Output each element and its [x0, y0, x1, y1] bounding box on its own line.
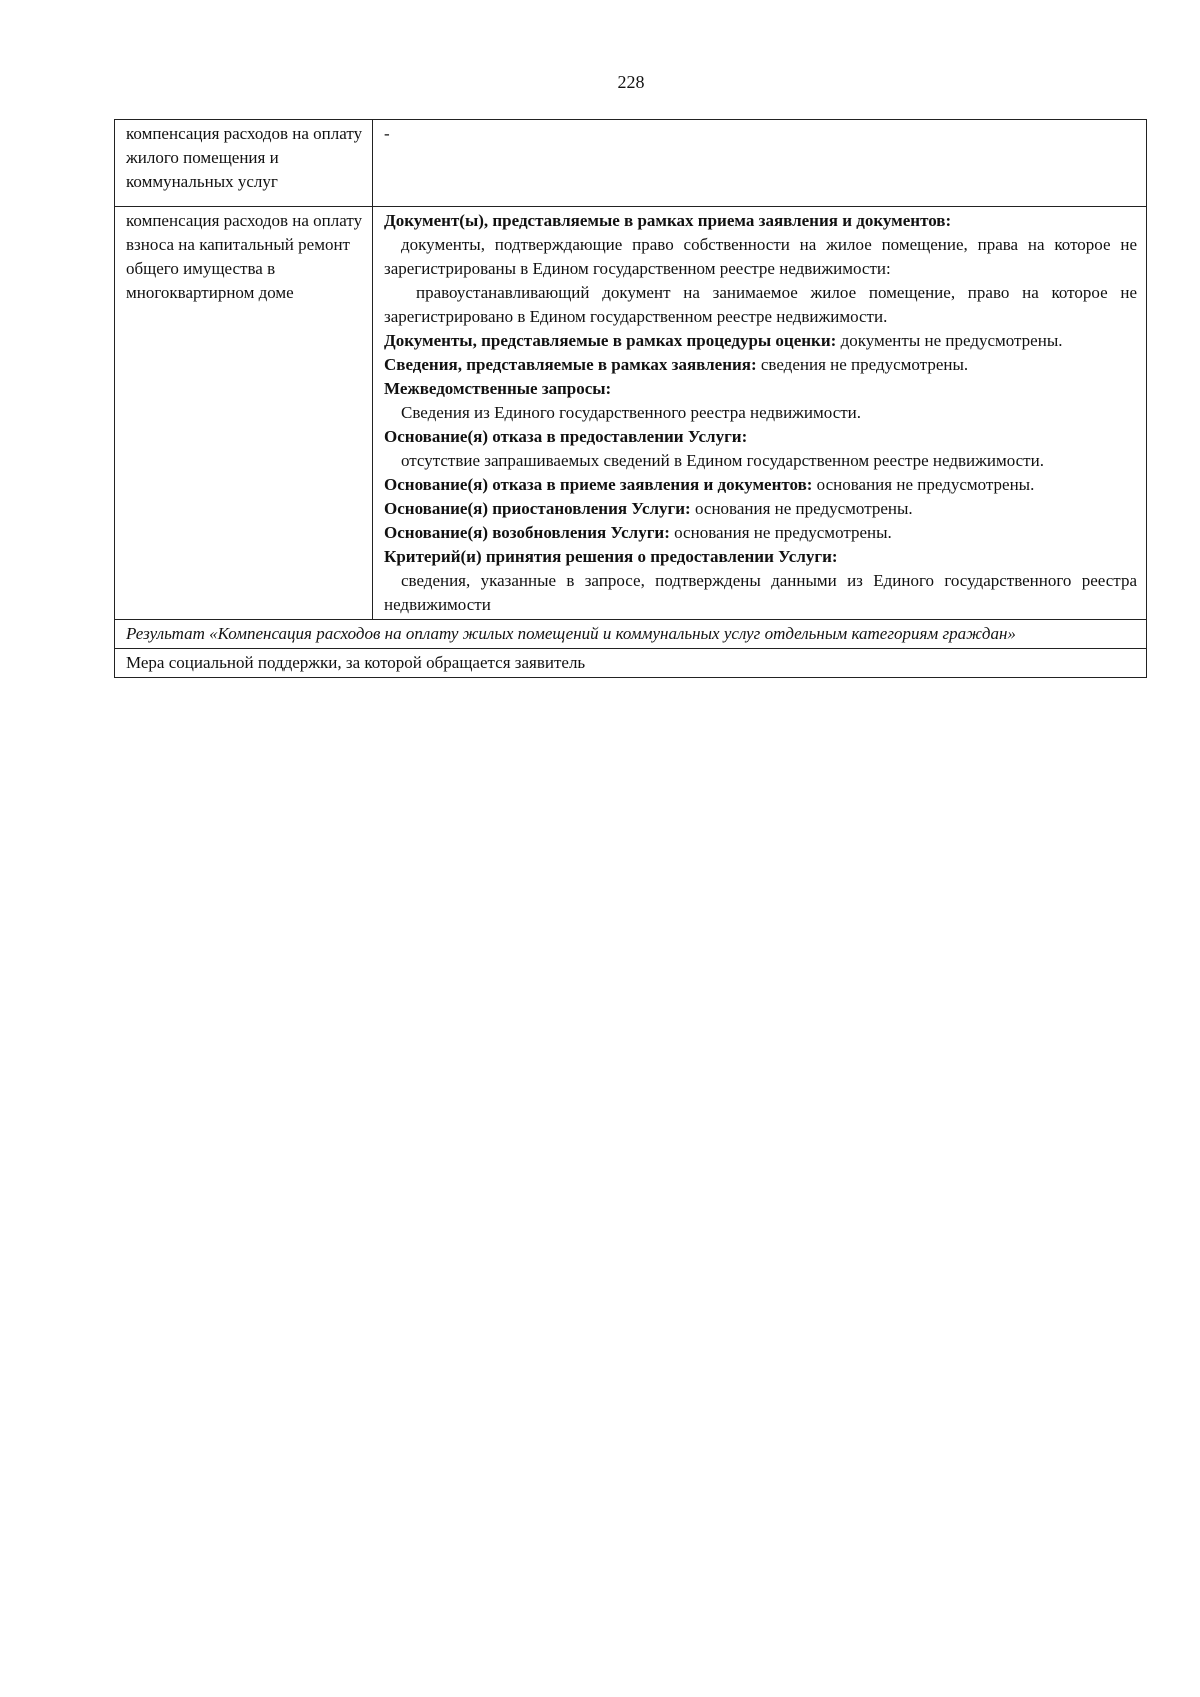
docs-subitem: правоустанавливающий документ на занимаемое жилое помещение, право на которое не зарегистрировано в Едином государственном реестре недвижимости.	[384, 283, 1137, 326]
info-heading: Сведения, представляемые в рамках заявления:	[384, 355, 757, 374]
measure-row: Мера социальной поддержки, за которой обращается заявитель	[115, 649, 1147, 678]
criteria-text: сведения, указанные в запросе, подтверждены данными из Единого государственного реестра недвижимости	[384, 571, 1137, 614]
table-row	[115, 207, 1147, 620]
resume-text: основания не предусмотрены.	[674, 523, 892, 542]
table-cell-category: компенсация расходов на оплату взноса на капитальный ремонт общего имущества в многоквартирном доме	[115, 207, 373, 620]
resume-paragraph	[384, 521, 1137, 545]
interagency-text: Сведения из Единого государственного реестра недвижимости.	[401, 403, 862, 422]
table-row	[115, 649, 1147, 678]
refuse-service-text: отсутствие запрашиваемых сведений в Едином государственном реестре недвижимости.	[401, 451, 1044, 470]
docs-item: документы, подтверждающие право собственности на жилое помещение, права на которое не зарегистрированы в Едином государственном реестре недвижимости:	[384, 235, 1137, 278]
result-row: Результат «Компенсация расходов на оплату жилых помещений и коммунальных услуг отдельным категориям граждан»	[115, 620, 1147, 649]
docs-heading: Документ(ы), представляемые в рамках приема заявления и документов:	[384, 211, 952, 230]
refuse-accept-heading: Основание(я) отказа в приеме заявления и документов:	[384, 475, 813, 494]
suspend-heading: Основание(я) приостановления Услуги:	[384, 499, 691, 518]
table-row	[115, 620, 1147, 649]
eval-paragraph	[384, 329, 1137, 353]
refuse-accept-paragraph	[384, 473, 1137, 497]
resume-heading: Основание(я) возобновления Услуги:	[384, 523, 670, 542]
table-cell-details	[373, 207, 1147, 620]
criteria-heading: Критерий(и) принятия решения о предоставлении Услуги:	[384, 547, 838, 566]
info-paragraph	[384, 353, 1137, 377]
info-text: сведения не предусмотрены.	[760, 355, 969, 374]
refuse-service-heading: Основание(я) отказа в предоставлении Услуги:	[384, 427, 748, 446]
document-table	[114, 119, 1147, 678]
table-cell-category: компенсация расходов на оплату жилого помещения и коммунальных услуг	[115, 120, 373, 207]
suspend-text: основания не предусмотрены.	[694, 499, 913, 518]
eval-text: документы не предусмотрены.	[840, 331, 1063, 350]
table-cell-details: -	[373, 120, 1147, 207]
interagency-heading: Межведомственные запросы:	[384, 379, 612, 398]
table-row	[115, 120, 1147, 207]
refuse-accept-text: основания не предусмотрены.	[816, 475, 1035, 494]
suspend-paragraph	[384, 497, 1137, 521]
page-number: 228	[617, 72, 645, 92]
eval-heading: Документы, представляемые в рамках процедуры оценки:	[384, 331, 837, 350]
